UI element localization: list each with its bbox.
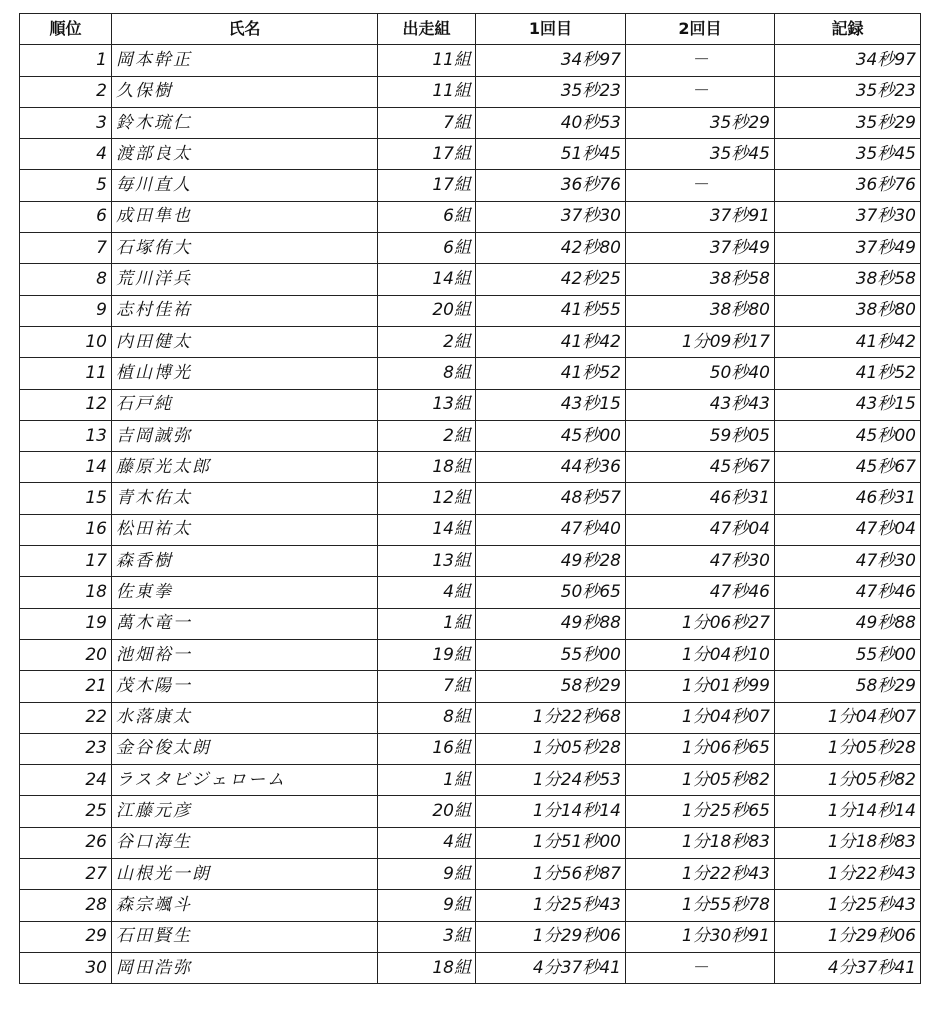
heat-cell: 4組	[378, 827, 476, 858]
name-cell: 渡部良太	[112, 139, 378, 170]
rank-cell: 11	[20, 358, 112, 389]
heat-cell: 6組	[378, 201, 476, 232]
run2-cell: 38秒58	[626, 264, 775, 295]
run1-cell: 51秒45	[476, 139, 626, 170]
record-cell: 1分29秒06	[775, 921, 921, 952]
record-cell: 37秒30	[775, 201, 921, 232]
table-row	[20, 921, 921, 952]
name-cell: 成田隼也	[112, 201, 378, 232]
header-name: 氏名	[112, 14, 378, 45]
rank-cell: 9	[20, 295, 112, 326]
run1-cell: 4分37秒41	[476, 952, 626, 983]
run2-cell: 1分06秒65	[626, 733, 775, 764]
run1-cell: 41秒55	[476, 295, 626, 326]
rank-cell: 27	[20, 859, 112, 890]
heat-cell: 17組	[378, 170, 476, 201]
run1-cell: 37秒30	[476, 201, 626, 232]
run1-cell: 58秒29	[476, 671, 626, 702]
table-row	[20, 859, 921, 890]
heat-cell: 9組	[378, 859, 476, 890]
header-row	[20, 14, 921, 45]
table-row	[20, 233, 921, 264]
table-row	[20, 952, 921, 983]
record-cell: 1分05秒82	[775, 765, 921, 796]
header-rank: 順位	[20, 14, 112, 45]
run1-cell: 1分29秒06	[476, 921, 626, 952]
name-cell: 青木佑太	[112, 483, 378, 514]
name-cell: 石田賢生	[112, 921, 378, 952]
name-cell: 森宗颯斗	[112, 890, 378, 921]
rank-cell: 22	[20, 702, 112, 733]
heat-cell: 3組	[378, 921, 476, 952]
results-table	[19, 13, 921, 984]
table-row	[20, 733, 921, 764]
record-cell: 47秒30	[775, 546, 921, 577]
record-cell: 37秒49	[775, 233, 921, 264]
heat-cell: 2組	[378, 420, 476, 451]
name-cell: ラスタビジェローム	[112, 765, 378, 796]
record-cell: 35秒23	[775, 76, 921, 107]
name-cell: 茂木陽一	[112, 671, 378, 702]
heat-cell: 18組	[378, 452, 476, 483]
record-cell: 45秒67	[775, 452, 921, 483]
rank-cell: 4	[20, 139, 112, 170]
name-cell: 山根光一朗	[112, 859, 378, 890]
name-cell: 吉岡誠弥	[112, 420, 378, 451]
run1-cell: 41秒42	[476, 326, 626, 357]
run1-cell: 41秒52	[476, 358, 626, 389]
run2-cell: 1分30秒91	[626, 921, 775, 952]
run1-cell: 48秒57	[476, 483, 626, 514]
name-cell: 石戸純	[112, 389, 378, 420]
heat-cell: 11組	[378, 76, 476, 107]
table-row	[20, 389, 921, 420]
record-cell: 1分22秒43	[775, 859, 921, 890]
run2-cell: 1分04秒07	[626, 702, 775, 733]
run1-cell: 44秒36	[476, 452, 626, 483]
table-row	[20, 796, 921, 827]
record-cell: 4分37秒41	[775, 952, 921, 983]
table-row	[20, 326, 921, 357]
heat-cell: 18組	[378, 952, 476, 983]
heat-cell: 7組	[378, 671, 476, 702]
record-cell: 1分18秒83	[775, 827, 921, 858]
record-cell: 1分04秒07	[775, 702, 921, 733]
name-cell: 谷口海生	[112, 827, 378, 858]
run1-cell: 1分51秒00	[476, 827, 626, 858]
table-header	[20, 14, 921, 45]
record-cell: 45秒00	[775, 420, 921, 451]
table-row	[20, 608, 921, 639]
rank-cell: 6	[20, 201, 112, 232]
record-cell: 41秒42	[775, 326, 921, 357]
rank-cell: 23	[20, 733, 112, 764]
name-cell: 岡田浩弥	[112, 952, 378, 983]
rank-cell: 5	[20, 170, 112, 201]
name-cell: 萬木竜一	[112, 608, 378, 639]
record-cell: 34秒97	[775, 45, 921, 76]
rank-cell: 26	[20, 827, 112, 858]
record-cell: 35秒45	[775, 139, 921, 170]
heat-cell: 7組	[378, 107, 476, 138]
run1-cell: 43秒15	[476, 389, 626, 420]
run1-cell: 1分14秒14	[476, 796, 626, 827]
heat-cell: 20組	[378, 796, 476, 827]
rank-cell: 1	[20, 45, 112, 76]
heat-cell: 17組	[378, 139, 476, 170]
run2-cell: －	[626, 170, 775, 201]
heat-cell: 12組	[378, 483, 476, 514]
table-row	[20, 420, 921, 451]
table-row	[20, 890, 921, 921]
name-cell: 植山博光	[112, 358, 378, 389]
heat-cell: 2組	[378, 326, 476, 357]
run2-cell: 47秒30	[626, 546, 775, 577]
rank-cell: 16	[20, 514, 112, 545]
heat-cell: 8組	[378, 702, 476, 733]
run2-cell: 47秒04	[626, 514, 775, 545]
table-row	[20, 483, 921, 514]
table-row	[20, 827, 921, 858]
record-cell: 58秒29	[775, 671, 921, 702]
run1-cell: 1分24秒53	[476, 765, 626, 796]
table-row	[20, 577, 921, 608]
name-cell: 石塚侑大	[112, 233, 378, 264]
run1-cell: 55秒00	[476, 639, 626, 670]
name-cell: 毎川直人	[112, 170, 378, 201]
run1-cell: 1分56秒87	[476, 859, 626, 890]
rank-cell: 10	[20, 326, 112, 357]
record-cell: 47秒04	[775, 514, 921, 545]
header-run1: 1回目	[476, 14, 626, 45]
table-row	[20, 139, 921, 170]
rank-cell: 19	[20, 608, 112, 639]
run1-cell: 35秒23	[476, 76, 626, 107]
table-row	[20, 639, 921, 670]
rank-cell: 12	[20, 389, 112, 420]
rank-cell: 21	[20, 671, 112, 702]
run2-cell: 37秒49	[626, 233, 775, 264]
heat-cell: 13組	[378, 546, 476, 577]
run2-cell: 1分18秒83	[626, 827, 775, 858]
name-cell: 佐東拳	[112, 577, 378, 608]
rank-cell: 29	[20, 921, 112, 952]
name-cell: 久保樹	[112, 76, 378, 107]
run2-cell: 35秒45	[626, 139, 775, 170]
run1-cell: 1分25秒43	[476, 890, 626, 921]
run1-cell: 47秒40	[476, 514, 626, 545]
run1-cell: 49秒88	[476, 608, 626, 639]
run2-cell: 37秒91	[626, 201, 775, 232]
run2-cell: 1分05秒82	[626, 765, 775, 796]
run1-cell: 1分05秒28	[476, 733, 626, 764]
table-row	[20, 201, 921, 232]
run1-cell: 1分22秒68	[476, 702, 626, 733]
record-cell: 46秒31	[775, 483, 921, 514]
name-cell: 水落康太	[112, 702, 378, 733]
record-cell: 1分25秒43	[775, 890, 921, 921]
rank-cell: 18	[20, 577, 112, 608]
rank-cell: 2	[20, 76, 112, 107]
run1-cell: 34秒97	[476, 45, 626, 76]
table-row	[20, 702, 921, 733]
heat-cell: 13組	[378, 389, 476, 420]
run2-cell: 1分25秒65	[626, 796, 775, 827]
run1-cell: 36秒76	[476, 170, 626, 201]
record-cell: 38秒80	[775, 295, 921, 326]
table-row	[20, 170, 921, 201]
run1-cell: 40秒53	[476, 107, 626, 138]
record-cell: 1分05秒28	[775, 733, 921, 764]
table-row	[20, 514, 921, 545]
rank-cell: 30	[20, 952, 112, 983]
name-cell: 松田祐太	[112, 514, 378, 545]
run1-cell: 49秒28	[476, 546, 626, 577]
rank-cell: 20	[20, 639, 112, 670]
name-cell: 岡本幹正	[112, 45, 378, 76]
run2-cell: 38秒80	[626, 295, 775, 326]
header-record: 記録	[775, 14, 921, 45]
rank-cell: 24	[20, 765, 112, 796]
table-row	[20, 295, 921, 326]
heat-cell: 20組	[378, 295, 476, 326]
name-cell: 江藤元彦	[112, 796, 378, 827]
table-body	[20, 45, 921, 984]
rank-cell: 17	[20, 546, 112, 577]
name-cell: 志村佳祐	[112, 295, 378, 326]
rank-cell: 14	[20, 452, 112, 483]
heat-cell: 6組	[378, 233, 476, 264]
heat-cell: 8組	[378, 358, 476, 389]
run2-cell: 1分01秒99	[626, 671, 775, 702]
run2-cell: 1分55秒78	[626, 890, 775, 921]
name-cell: 藤原光太郎	[112, 452, 378, 483]
heat-cell: 9組	[378, 890, 476, 921]
heat-cell: 4組	[378, 577, 476, 608]
run1-cell: 45秒00	[476, 420, 626, 451]
rank-cell: 3	[20, 107, 112, 138]
header-heat: 出走組	[378, 14, 476, 45]
heat-cell: 1組	[378, 765, 476, 796]
run2-cell: －	[626, 45, 775, 76]
run1-cell: 42秒25	[476, 264, 626, 295]
table-row	[20, 452, 921, 483]
name-cell: 鈴木琉仁	[112, 107, 378, 138]
run2-cell: －	[626, 76, 775, 107]
heat-cell: 1組	[378, 608, 476, 639]
run2-cell: －	[626, 952, 775, 983]
name-cell: 金谷俊太朗	[112, 733, 378, 764]
rank-cell: 13	[20, 420, 112, 451]
name-cell: 荒川洋兵	[112, 264, 378, 295]
record-cell: 1分14秒14	[775, 796, 921, 827]
rank-cell: 15	[20, 483, 112, 514]
run2-cell: 1分22秒43	[626, 859, 775, 890]
heat-cell: 11組	[378, 45, 476, 76]
table-row	[20, 45, 921, 76]
heat-cell: 19組	[378, 639, 476, 670]
name-cell: 内田健太	[112, 326, 378, 357]
run2-cell: 35秒29	[626, 107, 775, 138]
record-cell: 55秒00	[775, 639, 921, 670]
heat-cell: 14組	[378, 264, 476, 295]
run2-cell: 46秒31	[626, 483, 775, 514]
run2-cell: 47秒46	[626, 577, 775, 608]
header-run2: 2回目	[626, 14, 775, 45]
table-row	[20, 671, 921, 702]
record-cell: 47秒46	[775, 577, 921, 608]
record-cell: 49秒88	[775, 608, 921, 639]
table-row	[20, 107, 921, 138]
heat-cell: 14組	[378, 514, 476, 545]
table-row	[20, 358, 921, 389]
run1-cell: 42秒80	[476, 233, 626, 264]
record-cell: 41秒52	[775, 358, 921, 389]
run2-cell: 43秒43	[626, 389, 775, 420]
rank-cell: 7	[20, 233, 112, 264]
name-cell: 森香樹	[112, 546, 378, 577]
table-row	[20, 765, 921, 796]
rank-cell: 8	[20, 264, 112, 295]
rank-cell: 25	[20, 796, 112, 827]
record-cell: 38秒58	[775, 264, 921, 295]
record-cell: 35秒29	[775, 107, 921, 138]
table-row	[20, 264, 921, 295]
run2-cell: 1分04秒10	[626, 639, 775, 670]
record-cell: 43秒15	[775, 389, 921, 420]
heat-cell: 16組	[378, 733, 476, 764]
rank-cell: 28	[20, 890, 112, 921]
run1-cell: 50秒65	[476, 577, 626, 608]
run2-cell: 59秒05	[626, 420, 775, 451]
table-row	[20, 76, 921, 107]
run2-cell: 45秒67	[626, 452, 775, 483]
run2-cell: 50秒40	[626, 358, 775, 389]
record-cell: 36秒76	[775, 170, 921, 201]
table-row	[20, 546, 921, 577]
name-cell: 池畑裕一	[112, 639, 378, 670]
run2-cell: 1分09秒17	[626, 326, 775, 357]
run2-cell: 1分06秒27	[626, 608, 775, 639]
